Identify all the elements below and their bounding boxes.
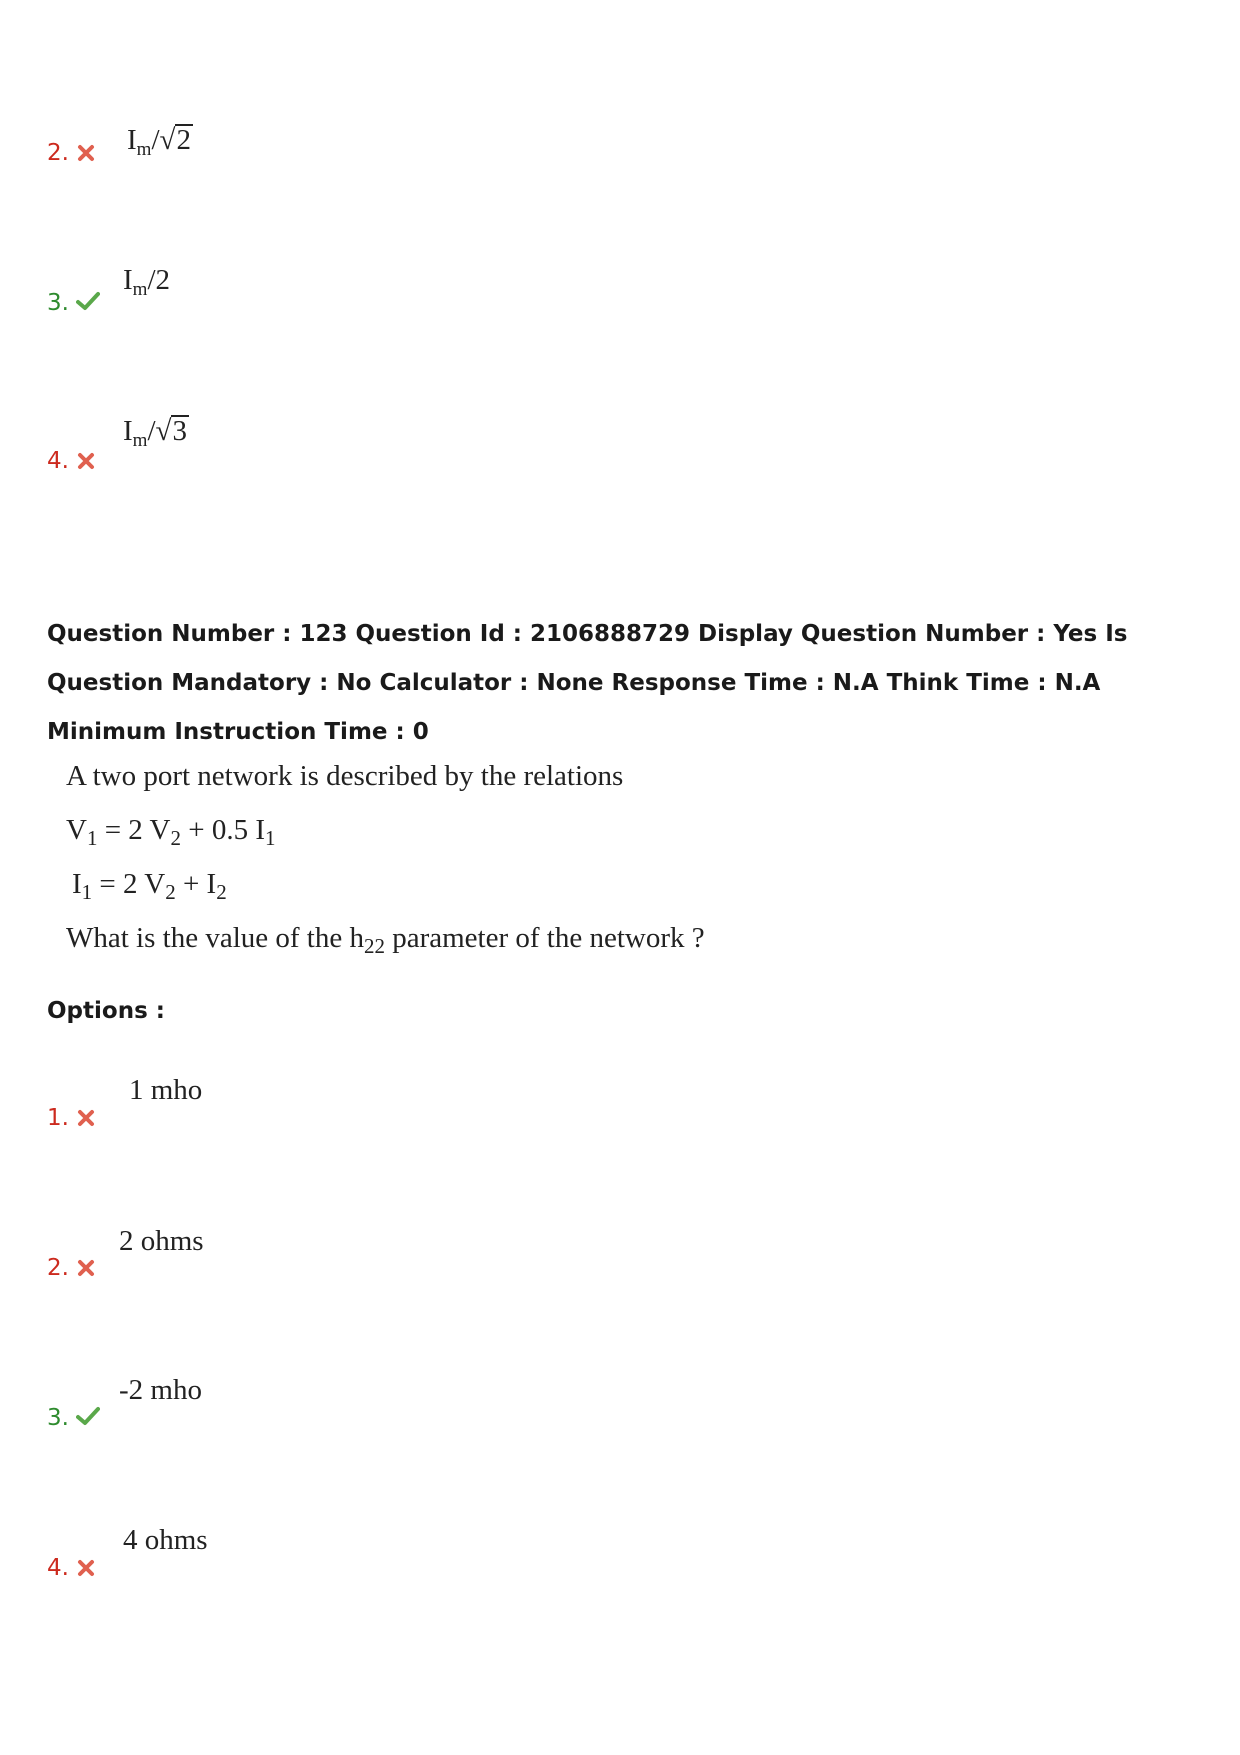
option-4 bbox=[47, 1524, 747, 1605]
question-ask bbox=[66, 922, 705, 959]
cross-icon bbox=[76, 451, 96, 471]
option-value: -2 mho bbox=[119, 1374, 202, 1406]
option-number: 2. bbox=[47, 1255, 69, 1281]
value-radicand: 3 bbox=[172, 415, 187, 447]
eq-sub: 2 bbox=[216, 880, 227, 904]
eq-sub: 2 bbox=[165, 880, 176, 904]
option-1 bbox=[47, 1074, 747, 1155]
option-value: $I_m/√2$ bbox=[127, 124, 191, 160]
value-sub: m bbox=[132, 279, 148, 300]
eq-term: + 0.5 I bbox=[180, 814, 265, 846]
prev-option-2 bbox=[47, 124, 747, 190]
check-icon bbox=[76, 291, 100, 311]
ask-text: parameter of the network ? bbox=[384, 922, 705, 954]
ask-sub: 22 bbox=[363, 934, 385, 958]
prev-option-3 bbox=[47, 264, 747, 338]
eq-term: I bbox=[72, 868, 82, 900]
eq-term: V bbox=[66, 814, 87, 846]
eq-term: + I bbox=[175, 868, 217, 900]
eq-term: = 2 V bbox=[92, 868, 166, 900]
option-number: 3. bbox=[47, 1405, 69, 1431]
value-sub: m bbox=[136, 139, 152, 160]
option-value: 4 ohms bbox=[123, 1524, 208, 1556]
option-number: 4. bbox=[47, 1555, 69, 1581]
eq-term: = 2 V bbox=[97, 814, 171, 846]
ask-text: What is the value of the h bbox=[66, 922, 364, 954]
value-radicand: 2 bbox=[176, 124, 191, 156]
value-main: I bbox=[127, 124, 137, 156]
option-value: $I_m/2$ bbox=[123, 264, 171, 300]
option-3 bbox=[47, 1374, 747, 1455]
question-intro: A two port network is described by the relations bbox=[66, 760, 624, 792]
option-number: 4. bbox=[47, 448, 69, 474]
option-2 bbox=[47, 1225, 747, 1305]
question-metadata: Question Number : 123 Question Id : 2106888729 Display Question Number : Yes Is Question Mandatory : No Calculator : None Response Time : N.A Think Time : N.A Minimum Instruction Time : 0 bbox=[47, 621, 1128, 745]
value-sub: m bbox=[132, 430, 148, 451]
eq-sub: 1 bbox=[81, 880, 93, 904]
option-value: $I_m/√3$ bbox=[123, 415, 187, 451]
equation-1 bbox=[66, 814, 276, 851]
cross-icon bbox=[76, 143, 96, 163]
value-main: I bbox=[123, 415, 133, 447]
option-value: 1 mho bbox=[129, 1074, 203, 1106]
cross-icon bbox=[76, 1558, 96, 1578]
check-icon bbox=[76, 1406, 100, 1426]
prev-option-4 bbox=[47, 415, 747, 498]
option-number: 3. bbox=[47, 290, 69, 316]
value-main: I bbox=[123, 264, 133, 296]
options-heading: Options : bbox=[47, 998, 165, 1024]
cross-icon bbox=[76, 1258, 96, 1278]
eq-sub: 1 bbox=[265, 826, 276, 850]
eq-sub: 2 bbox=[170, 826, 181, 850]
equation-2 bbox=[72, 868, 227, 905]
option-number: 1. bbox=[47, 1105, 69, 1131]
option-number: 2. bbox=[47, 140, 69, 166]
eq-sub: 1 bbox=[86, 826, 98, 850]
option-value: 2 ohms bbox=[119, 1225, 204, 1257]
cross-icon bbox=[76, 1108, 96, 1128]
